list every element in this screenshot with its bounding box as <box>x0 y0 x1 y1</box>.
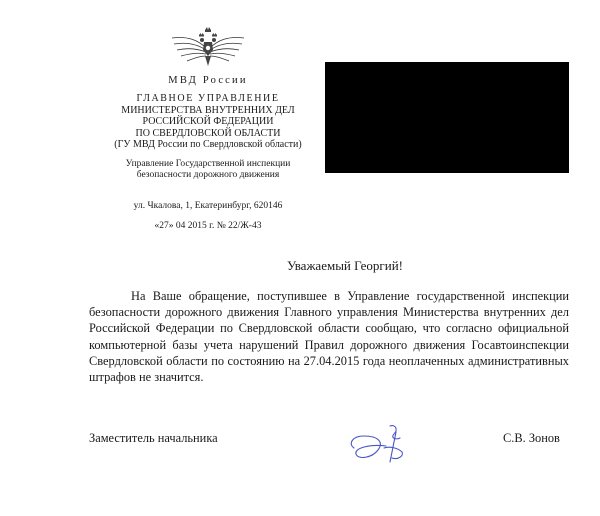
signatory-title: Заместитель начальника <box>89 431 218 445</box>
sender-address: ул. Чкалова, 1, Екатеринбург, 620146 <box>133 200 283 211</box>
double-headed-eagle-icon <box>168 26 248 70</box>
dept-line: Управление Государственной инспекции <box>125 158 291 169</box>
handwritten-signature-icon <box>340 418 420 470</box>
salutation: Уважаемый Георгий! <box>286 258 404 273</box>
dept-line: безопасности дорожного движения <box>136 170 280 180</box>
organization-name <box>108 93 308 151</box>
org-line: МИНИСТЕРСТВА ВНУТРЕННИХ ДЕЛ <box>121 104 295 116</box>
letterhead <box>108 26 308 232</box>
redacted-addressee-block <box>325 62 569 173</box>
document-reference: «27» 04 2015 г. № 22/Ж-43 <box>154 220 262 231</box>
letter-body: На Ваше обращение, поступившее в Управление государственной инспекции безопасности дорожного движения Главного управления Министерства внутренних дел Российской Федерации по Свердловской области сообщаю, что согласно официальной компьютерной базы учета нарушений Правил дорожного движения Госавтоинспекции Свердловской области по состоянию на 27.04.2015 года неоплаченных административных штрафов не значится. <box>89 289 569 385</box>
ministry-short-name: МВД России <box>168 75 248 86</box>
department-name <box>108 159 308 182</box>
org-line: ГЛАВНОЕ УПРАВЛЕНИЕ <box>136 93 280 104</box>
org-line: (ГУ МВД России по Свердловской области) <box>114 139 302 150</box>
signatory-name: С.В. Зонов <box>503 431 560 445</box>
org-line: РОССИЙСКОЙ ФЕДЕРАЦИИ <box>142 116 274 127</box>
org-line: ПО СВЕРДЛОВСКОЙ ОБЛАСТИ <box>135 127 281 139</box>
